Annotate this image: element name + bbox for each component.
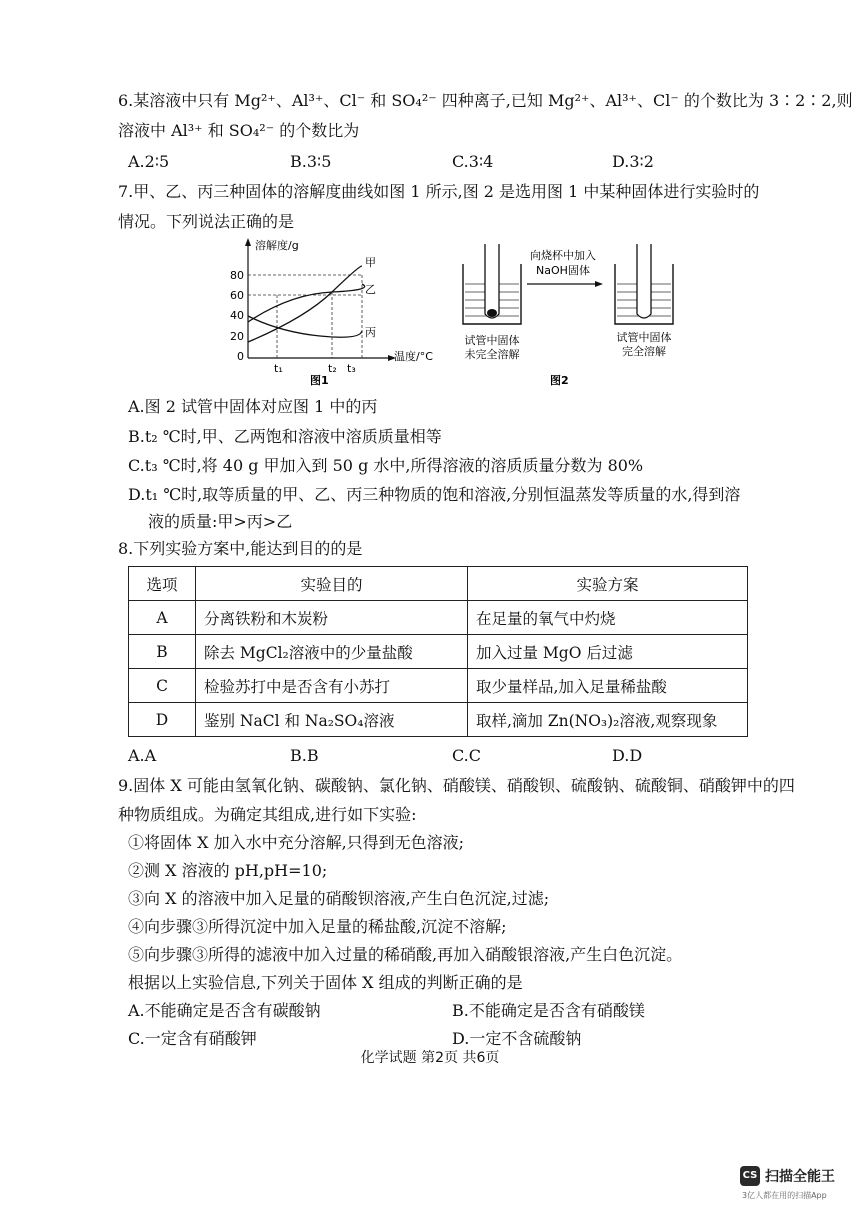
table-header: 选项: [129, 567, 196, 601]
table-row: [129, 703, 748, 737]
right-label-1: 试管中固体: [616, 331, 672, 344]
q9-option-a: A.不能确定是否含有碳酸钠: [128, 1001, 321, 1020]
q7-option-a: A.图 2 试管中固体对应图 1 中的丙: [128, 397, 378, 416]
q6-stem-line2: 溶液中 Al³⁺ 和 SO₄²⁻ 的个数比为: [118, 121, 360, 140]
table-cell: B: [129, 635, 196, 669]
table-cell: A: [129, 601, 196, 635]
q9-question: 根据以上实验信息,下列关于固体 X 组成的判断正确的是: [128, 973, 523, 992]
q7-option-d-line2: 液的质量:甲>丙>乙: [148, 512, 293, 531]
undissolved-solid: [487, 309, 497, 317]
q7-stem-line1: 7.甲、乙、丙三种固体的溶解度曲线如图 1 所示,图 2 是选用图 1 中某种固体进行实验时的: [118, 182, 760, 201]
page-footer: 化学试题 第2页 共6页: [360, 1050, 500, 1066]
q9-option-b: B.不能确定是否含有硝酸镁: [452, 1001, 645, 1020]
fig1-curve-yi: [248, 284, 365, 322]
q9-option-d: D.一定不含硫酸钠: [452, 1029, 582, 1048]
fig1-label-jia: 甲: [365, 256, 376, 269]
camscanner-logo-icon: CS: [740, 1166, 760, 1186]
q8-experiment-table: [128, 566, 748, 737]
q9-stem-line1: 9.固体 X 可能由氢氧化钠、碳酸钠、氯化钠、硝酸镁、硝酸钡、硫酸钠、硫酸铜、硝酸钾中的四: [118, 776, 795, 795]
fig1-ytick-40: 40: [230, 309, 244, 322]
watermark-tagline: 3亿人都在用的扫描App: [742, 1191, 827, 1200]
fig1-curve-jia: [248, 266, 362, 342]
fig1-xlabel: 温度/°C: [394, 350, 433, 363]
q6-option-a: A.2∶5: [128, 152, 170, 171]
q7-option-b: B.t₂ ℃时,甲、乙两饱和溶液中溶质质量相等: [128, 427, 442, 446]
q6-option-d: D.3∶2: [612, 152, 654, 171]
fig1-label-bing: 丙: [365, 326, 376, 339]
fig1-xtick-t2: t₂: [328, 362, 337, 375]
q9-stem-line2: 种物质组成。为确定其组成,进行如下实验:: [118, 805, 417, 824]
fig1-ytick-80: 80: [230, 269, 244, 282]
q7-option-d-line1: D.t₁ ℃时,取等质量的甲、乙、丙三种物质的饱和溶液,分别恒温蒸发等质量的水,得到溶: [128, 485, 741, 504]
q9-step-4: ④向步骤③所得沉淀中加入足量的稀盐酸,沉淀不溶解;: [128, 917, 507, 936]
figure-1-solubility-graph: [220, 236, 450, 386]
fig1-origin: 0: [237, 350, 244, 363]
table-cell: 取样,滴加 Zn(NO₃)₂溶液,观察现象: [468, 703, 748, 737]
table-header: 实验方案: [468, 567, 748, 601]
left-test-tube: [485, 244, 499, 318]
arrow-text-1: 向烧杯中加入: [530, 249, 596, 262]
q6-option-c: C.3∶4: [452, 152, 494, 171]
q9-step-2: ②测 X 溶液的 pH,pH=10;: [128, 861, 328, 880]
table-header: 实验目的: [196, 567, 468, 601]
arrow-text-2: NaOH固体: [536, 264, 590, 277]
q9-option-c: C.一定含有硝酸钾: [128, 1029, 257, 1048]
table-cell: 鉴别 NaCl 和 Na₂SO₄溶液: [196, 703, 468, 737]
table-cell: 分离铁粉和木炭粉: [196, 601, 468, 635]
watermark-name: 扫描全能王: [765, 1169, 835, 1185]
left-label-2: 未完全溶解: [464, 348, 520, 361]
fig1-xtick-t3: t₃: [347, 362, 356, 375]
q8-option-c: C.C: [452, 746, 481, 765]
q6-option-b: B.3∶5: [290, 152, 332, 171]
q7-stem-line2: 情况。下列说法正确的是: [118, 212, 295, 231]
q8-stem: 8.下列实验方案中,能达到目的的是: [118, 539, 363, 558]
table-cell: 除去 MgCl₂溶液中的少量盐酸: [196, 635, 468, 669]
figure-2-experiment: [455, 236, 685, 386]
q8-option-b: B.B: [290, 746, 319, 765]
q9-step-5: ⑤向步骤③所得的滤液中加入过量的稀硝酸,再加入硝酸银溶液,产生白色沉淀。: [128, 945, 683, 964]
right-label-2: 完全溶解: [622, 345, 666, 358]
q9-step-1: ①将固体 X 加入水中充分溶解,只得到无色溶液;: [128, 833, 465, 852]
fig1-ytick-60: 60: [230, 289, 244, 302]
fig2-caption: 图2: [550, 374, 569, 386]
fig1-ylabel: 溶解度/g: [255, 239, 299, 252]
table-cell: 取少量样品,加入足量稀盐酸: [468, 669, 748, 703]
left-label-1: 试管中固体: [464, 334, 520, 347]
table-cell: 加入过量 MgO 后过滤: [468, 635, 748, 669]
q9-step-3: ③向 X 的溶液中加入足量的硝酸钡溶液,产生白色沉淀,过滤;: [128, 889, 550, 908]
q8-option-a: A.A: [128, 746, 157, 765]
fig1-caption: 图1: [310, 374, 329, 386]
right-test-tube: [637, 244, 651, 318]
table-cell: D: [129, 703, 196, 737]
fig1-label-yi: 乙: [365, 283, 376, 296]
fig1-ytick-20: 20: [230, 330, 244, 343]
table-row: [129, 635, 748, 669]
q6-stem-line1: 6.某溶液中只有 Mg²⁺、Al³⁺、Cl⁻ 和 SO₄²⁻ 四种离子,已知 Mg²⁺、Al³⁺、Cl⁻ 的个数比为 3∶2∶2,则: [118, 91, 853, 110]
q7-option-c: C.t₃ ℃时,将 40 g 甲加入到 50 g 水中,所得溶液的溶质质量分数为 80%: [128, 456, 644, 475]
table-cell: C: [129, 669, 196, 703]
table-cell: 在足量的氧气中灼烧: [468, 601, 748, 635]
table-cell: 检验苏打中是否含有小苏打: [196, 669, 468, 703]
q8-option-d: D.D: [612, 746, 643, 765]
table-header-row: [129, 567, 748, 601]
table-row: [129, 601, 748, 635]
table-row: [129, 669, 748, 703]
fig1-xtick-t1: t₁: [274, 362, 283, 375]
